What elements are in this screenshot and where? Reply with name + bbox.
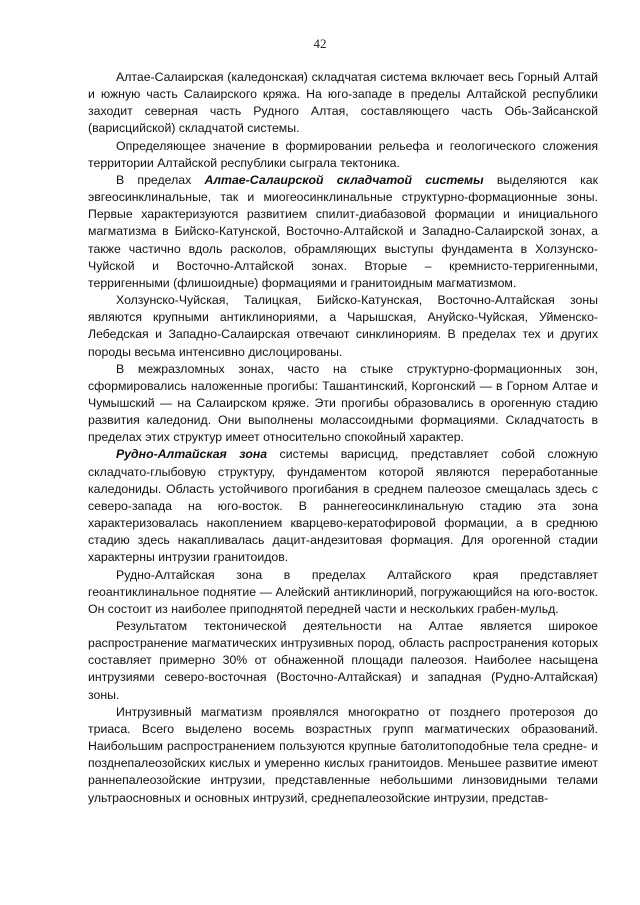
paragraph-2: Определяющее значение в формировании рельефа и геологического сложения территории Алтайской республики сыграла тектоника.: [88, 138, 598, 170]
body-text: [88, 69, 598, 807]
paragraph-3-lead: В пределах: [116, 172, 205, 187]
page-number: 42: [313, 36, 327, 51]
paragraph-5: В межразломных зонах, часто на стыке структурно-формационных зон, сформировались наложенные прогибы: Ташантинский, Коргонский — в Горном Алтае и Чумышский — на Салаирском кряже. Эти прогибы образовались в орогенную стадию развития каледонид. Они выполнены молассоидными формациями. Складчатость в пределах этих структур имеет относительно спокойный характер.: [88, 361, 598, 445]
paragraph-3-rest: выделяются как эвгеосинклинальные, так и миогеосинклинальные структурно-формационные зоны. Первые характеризуются развитием спилит-диабазовой формации и инициального магматизма в Бийско-Катунской, Восточно-Алтайской и Западно-Салаирской зонах, а также частично вдоль расколов, обрамляющих выступы фундамента в Холзунско-Чуйской и Восточно-Алтайской зонах. Вторые – кремнисто-терригенными, терригенными (флишоидные) формациями и гранитоидным магматизмом.: [88, 172, 598, 290]
paragraph-1: Алтае-Салаирская (каледонская) складчатая система включает весь Горный Алтай и южную часть Салаирского кряжа. На юго-западе в пределы Алтайской республики заходит северная часть Рудного Алтая, составляющего часть Обь-Зайсанской (варисцийской) складчатой системы.: [88, 70, 598, 136]
paragraph-8: Результатом тектонической деятельности на Алтае является широкое распространение магматических интрузивных пород, область распространения которых составляет примерно 30% от обнаженной площади палеозоя. Наиболее насыщена интрузиями северо-восточная (Восточно-Алтайская) и западная (Рудно-Алтайская) зоны.: [88, 619, 598, 702]
paragraph-6-rest: системы варисцид, представляет собой сложную складчато-глыбовую структуру, фундаментом которой являются переработанные каледониды. Область устойчивого прогибания в среднем палеозое смещалась здесь с северо-запада на юго-восток. В раннегеосинклинальную стадию эта зона характеризовалась накоплением кварцево-кератофировой формации, а в среднюю стадию здесь накапливалась дацит-андезитовая формация. Для орогенной стадии характерны интрузии гранитоидов.: [88, 447, 598, 565]
paragraph-3: [88, 172, 598, 292]
paragraph-4: Холзунско-Чуйская, Талицкая, Бийско-Катунская, Восточно-Алтайская зоны являются крупными антиклинориями, а Чарышская, Ануйско-Чуйская, Уйменско-Лебедская и Западно-Салаирская отвечают синклинориям. В пределах тех и других породы весьма интенсивно дислоцированы.: [88, 293, 598, 359]
paragraph-7: Рудно-Алтайская зона в пределах Алтайского края представляет геоантиклинальное поднятие — Алейский антиклинорий, погружающийся на юго-восток. Он состоит из наиболее приподнятой передней части и нескольких грабен-мульд.: [88, 567, 598, 616]
paragraph-6: [88, 446, 598, 566]
emphasis-altai-salair-system: Алтае-Салаирской складчатой системы: [204, 172, 484, 187]
emphasis-rudno-altai-zone: Рудно-Алтайская зона: [116, 447, 268, 462]
paragraph-9: Интрузивный магматизм проявлялся многократно от позднего протерозоя до триаса. Всего выделено восемь возрастных групп магматических образований. Наибольшим распространением пользуются крупные батолитоподобные тела средне- и позднепалеозойских кислых и умеренно кислых гранитоидов. Меньшее развитие имеют раннепалеозойские интрузии, представленные небольшими линзовидными телами ультраосновных и основных интрузий, среднепалеозойские интрузии, представ-: [88, 704, 598, 805]
